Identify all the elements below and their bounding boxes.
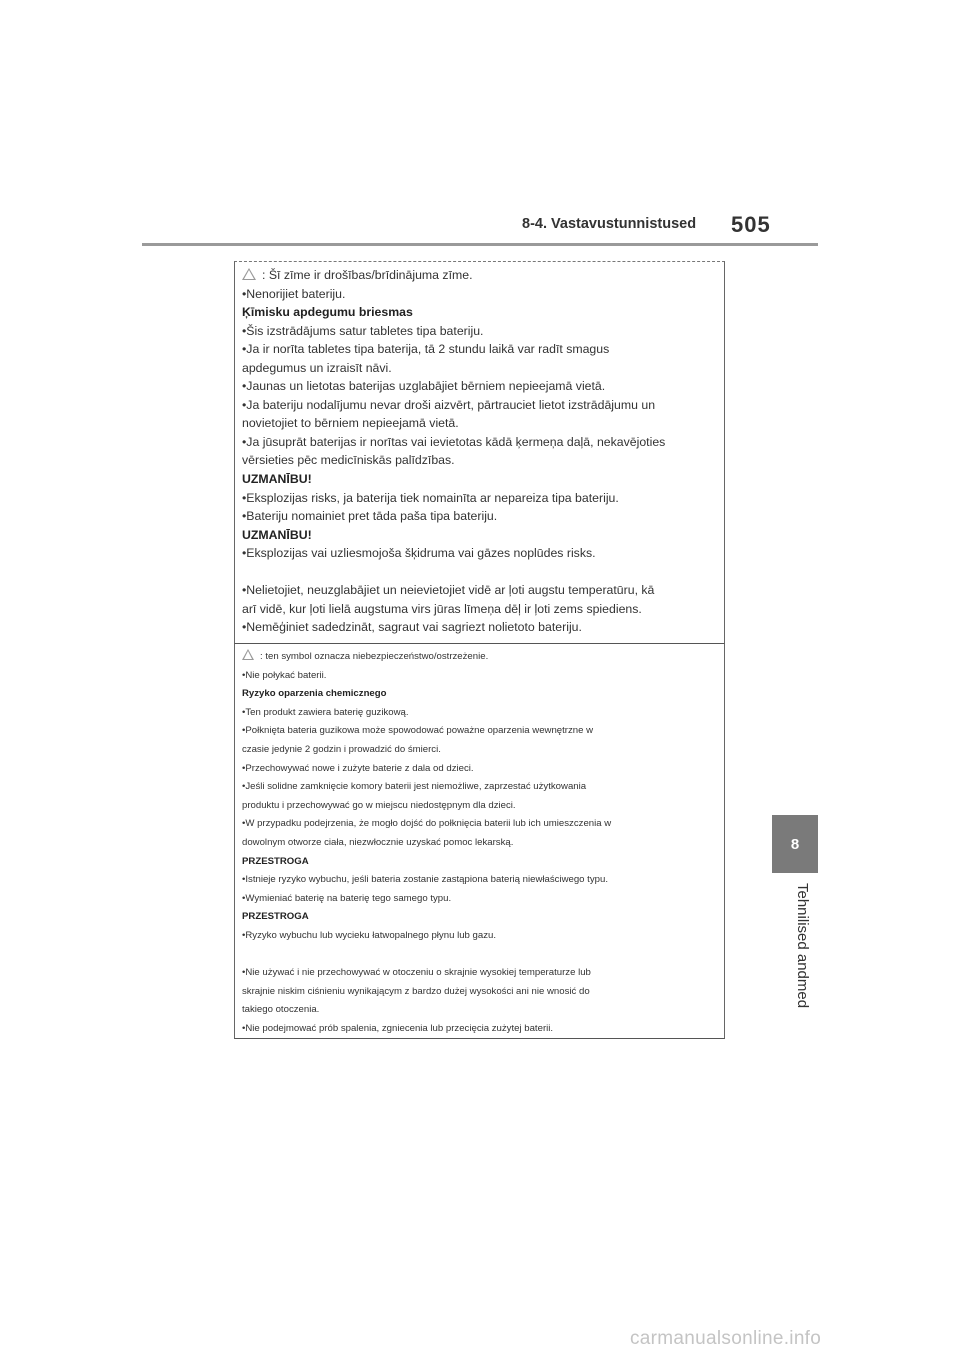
warning-line (242, 964, 718, 983)
line-text: •Nelietojiet, neuzglabājiet un neievietojiet vidē ar ļoti augstu temperatūru, kā (242, 583, 655, 598)
chapter-title-text: Tehnilised andmed (794, 883, 811, 1009)
warning-heading (242, 685, 718, 704)
warning-line (242, 340, 718, 359)
warning-line (242, 396, 718, 415)
warning-line (242, 1020, 718, 1039)
warning-line (242, 507, 718, 526)
warning-line (242, 722, 718, 741)
warning-triangle-icon (242, 268, 256, 280)
line-text: •Šis izstrādājums satur tabletes tipa bateriju. (242, 323, 484, 338)
line-text: : Šī zīme ir drošības/brīdinājuma zīme. (262, 268, 473, 282)
warning-line (242, 760, 718, 779)
warning-line (242, 815, 718, 834)
section-title: 8-4. Vastavustunnistused (522, 216, 697, 232)
line-text: •Nie podejmować prób spalenia, zgniecenia lub przecięcia zużytej baterii. (242, 1022, 554, 1034)
warning-heading (242, 853, 718, 872)
line-text: •Eksplozijas risks, ja baterija tiek nomainīta ar nepareiza tipa bateriju. (242, 490, 619, 505)
line-text: •Nemēģiniet sadedzināt, sagraut vai sagriezt nolietoto bateriju. (242, 620, 582, 635)
line-text: •Jaunas un lietotas baterijas uzglabājiet bērniem nepieejamā vietā. (242, 379, 606, 394)
warning-line (242, 581, 718, 600)
warning-line (242, 983, 718, 1002)
line-text: •Ja ir norīta tabletes tipa baterija, tā 2 stundu laikā var radīt smagus (242, 342, 610, 357)
line-text: : ten symbol oznacza niebezpieczeństwo/ostrzeżenie. (260, 651, 489, 662)
line-text: PRZESTROGA (242, 855, 309, 867)
polish-warning-text (242, 648, 718, 1038)
warning-triangle-icon (242, 649, 254, 660)
chapter-number: 8 (790, 835, 800, 853)
warning-heading (242, 470, 718, 489)
warning-line (242, 797, 718, 816)
line-text: UZMANĪBU! (242, 527, 312, 542)
line-text: •Nie połykać baterii. (242, 669, 327, 681)
watermark: carmanualsonline.info (630, 1328, 822, 1349)
line-text: •Wymieniać baterię na baterię tego samego typu. (242, 892, 452, 904)
line-text: •Istnieje ryzyko wybuchu, jeśli bateria zostanie zastąpiona baterią niewłaściwego typu. (242, 874, 608, 886)
line-text: skrajnie niskim ciśnieniu wynikającym z bardzo dużej wysokości ani nie wnosić do (242, 985, 590, 997)
warning-line (242, 285, 718, 304)
line-text: •Nie używać i nie przechowywać w otoczeniu o skrajnie wysokiej temperaturze lub (242, 967, 591, 979)
line-text: dowolnym otworze ciała, niezwłocznie uzyskać pomoc lekarską. (242, 836, 514, 848)
chapter-tab[interactable] (772, 815, 818, 873)
chapter-title (795, 883, 815, 1033)
line-text: •Ja bateriju nodalījumu nevar droši aizvērt, pārtrauciet lietot izstrādājumu un (242, 397, 656, 412)
warning-heading (242, 303, 718, 322)
warning-line (242, 741, 718, 760)
warning-line (242, 871, 718, 890)
warning-heading (242, 908, 718, 927)
latvian-warning-box (234, 261, 725, 644)
line-text: vērsieties pēc medicīniskās palīdzības. (242, 453, 455, 468)
page-number: 505 (731, 212, 771, 237)
line-text: •Połknięta bateria guzikowa może spowodować poważne oparzenia wewnętrzne w (242, 725, 594, 737)
warning-line (242, 927, 718, 946)
line-text: Ķīmisku apdegumu briesmas (242, 305, 413, 320)
warning-line (242, 778, 718, 797)
warning-line (242, 704, 718, 723)
line-text: •Ten produkt zawiera baterię guzikową. (242, 706, 409, 718)
line-text: •Bateriju nomainiet pret tāda paša tipa bateriju. (242, 509, 498, 524)
warning-symbol-line (242, 648, 718, 667)
line-text: Ryzyko oparzenia chemicznego (242, 688, 387, 700)
warning-line (242, 322, 718, 341)
polish-warning-box (234, 643, 725, 1039)
warning-line (242, 433, 718, 452)
warning-line (242, 600, 718, 619)
warning-line (242, 563, 718, 582)
line-text: •W przypadku podejrzenia, że mogło dojść do połknięcia baterii lub ich umieszczenia w (242, 818, 612, 830)
line-text: produktu i przechowywać go w miejscu niedostępnym dla dzieci. (242, 799, 516, 811)
line-text: •Eksplozijas vai uzliesmojoša šķidruma vai gāzes noplūdes risks. (242, 546, 596, 561)
warning-heading (242, 526, 718, 545)
line-text: PRZESTROGA (242, 911, 309, 923)
line-text: novietojiet to bērniem nepieejamā vietā. (242, 416, 459, 431)
line-text: •Nenorijiet bateriju. (242, 286, 346, 301)
line-text: •Ryzyko wybuchu lub wycieku łatwopalnego płynu lub gazu. (242, 929, 497, 941)
warning-line (242, 890, 718, 909)
warning-line (242, 1001, 718, 1020)
line-text: takiego otoczenia. (242, 1004, 320, 1016)
warning-line (242, 489, 718, 508)
latvian-warning-text (242, 266, 718, 637)
warning-line (242, 359, 718, 378)
warning-line (242, 414, 718, 433)
line-text: •Przechowywać nowe i zużyte baterie z dala od dzieci. (242, 762, 474, 774)
warning-line (242, 451, 718, 470)
line-text: •Jeśli solidne zamknięcie komory baterii jest niemożliwe, zaprzestać użytkowania (242, 781, 587, 793)
warning-symbol-line (242, 266, 718, 285)
line-text: arī vidē, kur ļoti lielā augstuma virs jūras līmeņa dēļ ir ļoti zems spiediens. (242, 601, 642, 616)
warning-line (242, 667, 718, 686)
line-text: •Ja jūsuprāt baterijas ir norītas vai ievietotas kādā ķermeņa daļā, nekavējoties (242, 434, 666, 449)
warning-line (242, 377, 718, 396)
line-text: apdegumus un izraisīt nāvi. (242, 360, 392, 375)
warning-line (242, 946, 718, 965)
warning-line (242, 834, 718, 853)
header-divider (142, 243, 818, 246)
line-text: UZMANĪBU! (242, 472, 312, 487)
warning-line (242, 544, 718, 563)
warning-line (242, 618, 718, 637)
line-text: czasie jedynie 2 godzin i prowadzić do śmierci. (242, 743, 441, 755)
